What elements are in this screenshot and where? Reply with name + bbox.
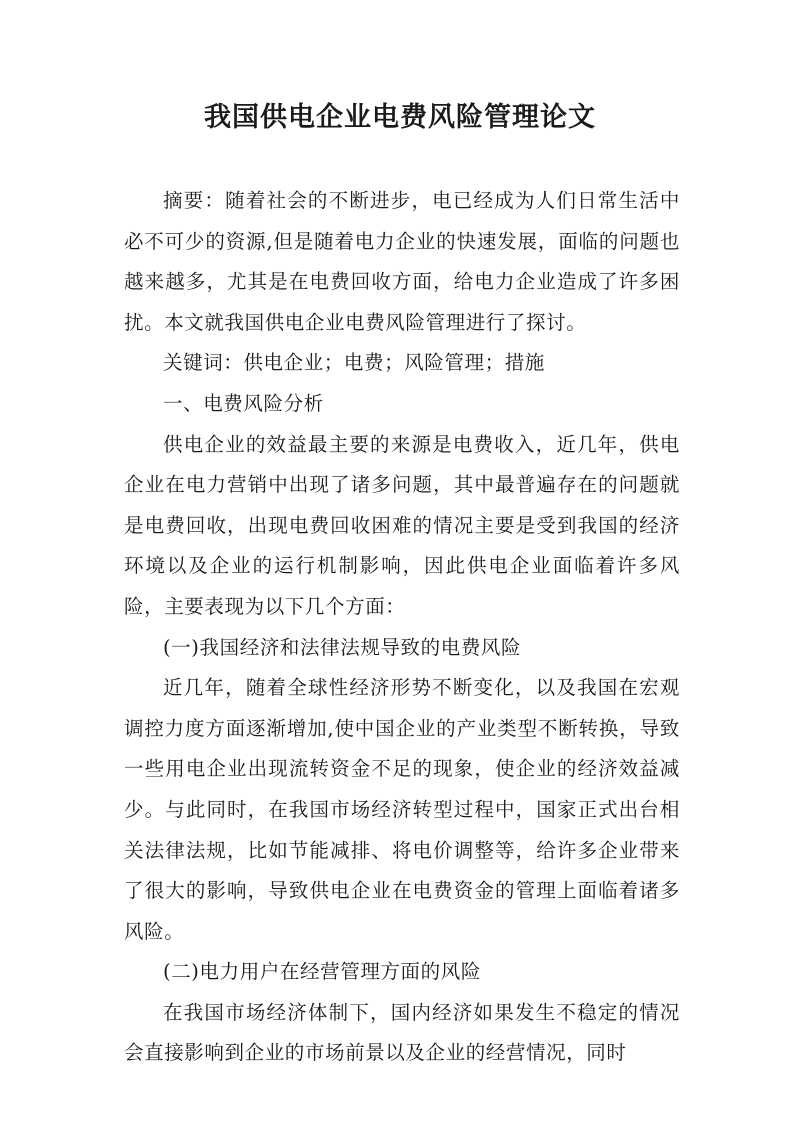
subsection-heading-1: (一)我国经济和法律法规导致的电费风险 [163, 635, 522, 659]
document-title: 我国供电企业电费风险管理论文 [204, 102, 596, 133]
body-paragraph: 在我国市场经济体制下，国内经济如果发生不稳定的情况会直接影响到企业的市场前景以及企业的经营情况，同时 [124, 1000, 680, 1065]
document-body [124, 181, 680, 1074]
body-paragraph: 供电企业的效益最主要的来源是电费收入，近几年，供电企业在电力营销中出现了诸多问题，其中最普遍存在的问题就是电费回收，出现电费回收困难的情况主要是受到我国的经济环境以及企业的运行机制影响，因此供电企业面临着许多风险，主要表现为以下几个方面： [124, 432, 680, 618]
abstract-paragraph: 摘要：随着社会的不断进步，电已经成为人们日常生活中必不可少的资源,但是随着电力企业的快速发展，面临的问题也越来越多，尤其是在电费回收方面，给电力企业造成了许多困扰。本文就我国供电企业电费风险管理进行了探讨。 [124, 189, 680, 334]
keywords-line: 关键词：供电企业；电费；风险管理；措施 [163, 351, 545, 375]
section-heading-1: 一、电费风险分析 [163, 391, 324, 415]
body-paragraph: 近几年，随着全球性经济形势不断变化，以及我国在宏观调控力度方面逐渐增加,使中国企业的产业类型不断转换，导致一些用电企业出现流转资金不足的现象，使企业的经济效益减少。与此同时，在我国市场经济转型过程中，国家正式出台相关法律法规，比如节能减排、将电价调整等，给许多企业带来了很大的影响，导致供电企业在电费资金的管理上面临着诸多风险。 [124, 676, 680, 943]
subsection-heading-2: (二)电力用户在经营管理方面的风险 [163, 960, 481, 984]
